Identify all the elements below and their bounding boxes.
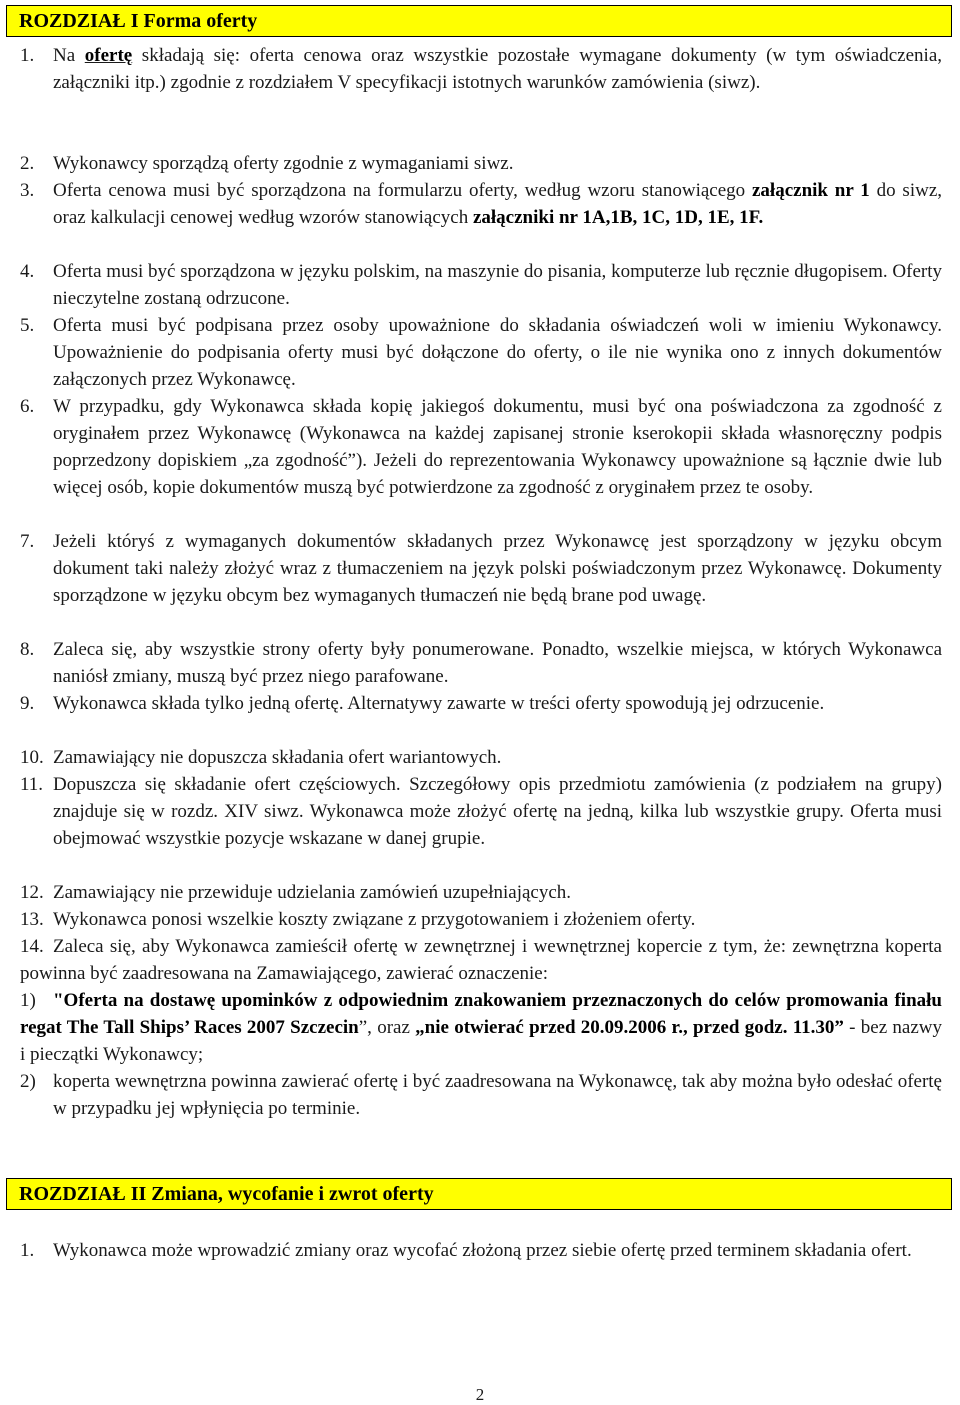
list-item-3 [20,177,942,231]
list-item-11 [20,771,942,852]
item-number: 7. [20,531,35,552]
item-number: 3. [20,180,35,201]
list-item-14 [20,933,942,987]
item-number: 14. [20,936,44,957]
item-text: Dopuszcza się składanie ofert częściowych. Szczegółowy opis przedmiotu zamówienia (z podziałem na grupy) znajduje się w rozdz. XIV siwz. Wykonawca może złożyć ofertę na jedną, kilka lub wszystkie grupy. Oferta musi obejmować wszystkie pozycje wskazane w danej grupie. [53,774,942,849]
item-number: 10. [20,747,44,768]
list-item-5 [20,312,942,393]
list-item-12 [20,879,942,906]
item-text: Oferta musi być podpisana przez osoby upoważnione do składania oświadczeń woli w imieniu Wykonawcy. Upoważnienie do podpisania oferty musi być dołączone do oferty, o ile nie wynika ono z innych dokumentów załączonych przez Wykonawcę. [53,315,942,390]
item-text: Oferta cenowa musi być sporządzona na formularzu oferty, według wzoru stanowiącego załącznik nr 1 do siwz, oraz kalkulacji cenowej według wzorów stanowiących załączniki nr 1A,1B, 1C, 1D, 1E, 1F. [53,180,943,228]
sub-item-2 [20,1068,942,1122]
item-text: Jeżeli któryś z wymaganych dokumentów składanych przez Wykonawcę jest sporządzony w języku obcym dokument taki należy złożyć wraz z tłumaczeniem na język polski poświadczonym przez Wykonawcę. Dokumenty sporządzone w języku obcym bez wymaganych tłumaczeń nie będą brane pod uwagę. [53,531,942,606]
item-text: "Oferta na dostawę upominków z odpowiednim znakowaniem przeznaczonych do celów promowania finału regat The Tall Ships’ Races 2007 Szczecin”, oraz „nie otwierać przed 20.09.2006 r., przed godz. 11.30” - bez nazwy i pieczątki Wykonawcy; [20,990,942,1065]
sub-item-1 [20,987,942,1068]
list-item-2 [20,150,942,177]
item-number: 2) [20,1071,36,1092]
item-text: W przypadku, gdy Wykonawca składa kopię jakiegoś dokumentu, musi być ona poświadczona za zgodność z oryginałem przez Wykonawcę (Wykonawca na każdej zapisanej stronie kserokopii składa własnoręczny podpis poprzedzony dopiskiem „za zgodność”). Jeżeli do reprezentowania Wykonawcy upoważnione są łącznie dwie lub więcej osób, kopie dokumentów muszą być potwierdzone za zgodność z oryginałem przez te osoby. [53,396,942,498]
item-number: 8. [20,639,35,660]
item-text: Oferta musi być sporządzona w języku polskim, na maszynie do pisania, komputerze lub ręcznie długopisem. Oferty nieczytelne zostaną odrzucone. [53,261,942,309]
item-number: 13. [20,909,44,930]
item-number: 1. [20,45,35,66]
item-number: 11. [20,774,44,795]
item-text: Wykonawca ponosi wszelkie koszty związane z przygotowaniem i złożeniem oferty. [53,909,696,930]
item-text: Zamawiający nie dopuszcza składania ofert wariantowych. [53,747,502,768]
item-number: 9. [20,693,35,714]
item-number: 6. [20,396,35,417]
page-number: 2 [475,1385,485,1404]
list-item-1 [20,42,942,96]
list-item-13 [20,906,942,933]
item-text: Wykonawca składa tylko jedną ofertę. Alternatywy zawarte w treści oferty spowodują jej odrzucenie. [53,693,825,714]
item-text: Wykonawca może wprowadzić zmiany oraz wycofać złożoną przez siebie ofertę przed terminem składania ofert. [53,1240,912,1261]
item-number: 5. [20,315,35,336]
item-text: Zamawiający nie przewiduje udzielania zamówień uzupełniających. [53,882,572,903]
section2-item-1 [20,1237,942,1264]
item-number: 1) [20,990,36,1011]
item-number: 4. [20,261,35,282]
list-item-7 [20,528,942,609]
item-number: 2. [20,153,35,174]
item-number: 12. [20,882,44,903]
item-text: Zaleca się, aby wszystkie strony oferty były ponumerowane. Ponadto, wszelkie miejsca, w których Wykonawca naniósł zmiany, muszą być przez niego parafowane. [53,639,942,687]
list-item-4 [20,258,942,312]
item-number: 1. [20,1240,35,1261]
item-text: koperta wewnętrzna powinna zawierać ofertę i być zaadresowana na Wykonawcę, tak aby można było odesłać ofertę w przypadku jej wpłynięcia po terminie. [53,1071,942,1119]
section-heading-2: ROZDZIAŁ II Zmiana, wycofanie i zwrot oferty [6,1178,952,1210]
item-text: Na ofertę składają się: oferta cenowa oraz wszystkie pozostałe wymagane dokumenty (w tym oświadczenia, załączniki itp.) zgodnie z rozdziałem V specyfikacji istotnych warunków zamówienia (siwz). [53,45,943,93]
list-item-6 [20,393,942,501]
section-heading-1: ROZDZIAŁ I Forma oferty [6,5,952,37]
item-text: Zaleca się, aby Wykonawca zamieścił ofertę w zewnętrznej i wewnętrznej kopercie z tym, że: zewnętrzna koperta powinna być zaadresowana na Zamawiającego, zawierać oznaczenie: [20,936,942,984]
list-item-10 [20,744,942,771]
list-item-8 [20,636,942,690]
list-item-9 [20,690,942,717]
item-text: Wykonawcy sporządzą oferty zgodnie z wymaganiami siwz. [53,153,514,174]
